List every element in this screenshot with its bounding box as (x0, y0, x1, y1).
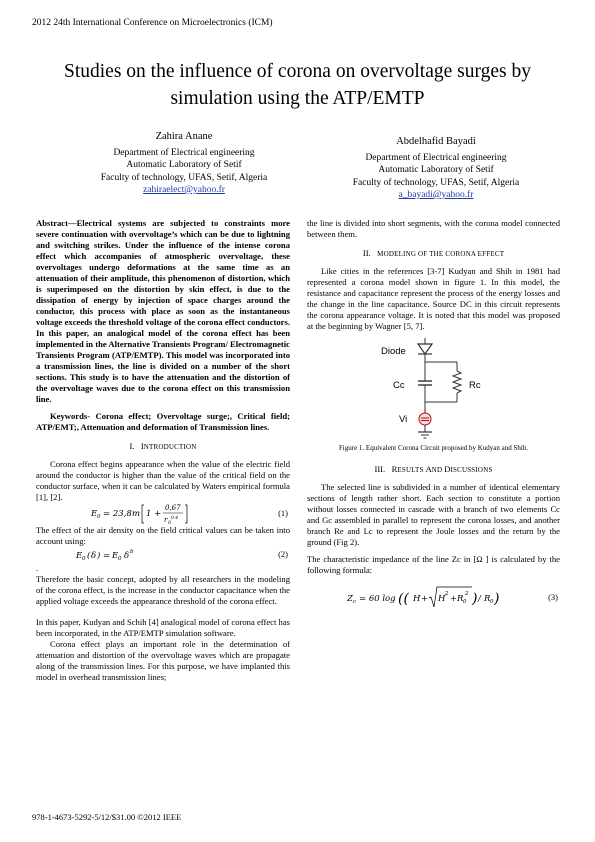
equation-3-formula (347, 584, 517, 612)
svg-text:c: c (353, 599, 357, 605)
abstract: Abstract—Electrical systems are subjected to constraints more severe continuation with overvoltage’s which can be due to lightning and switching strikes. Under the influence of the intense corona effect which accompanies of atmospheric overvoltage, these overvoltages undergo deformations at the same time as an attenuation of their amplitude, this phenomenon of distortion, which is superimposed on the distortion by skin effect, is due to the dissipation of energy by injection of space charges around the conductor, this process with place as soon as the instantaneous voltage exceeds the threshold voltage of the corona effect conductors. In this paper, an analogical model of the corona effect has been implemented in the Alternative Transients Program/ Electromagnetic Transients Program (ATP/EMTP). This model was incorporated into a transmission lines, the line is divided on a number of the short sections. This study is to have the attenuation and the distortion of the overvoltage waves due to the corona effect on this transmission line. (36, 218, 290, 404)
right-column (307, 218, 560, 612)
svg-text:H: H (438, 594, 446, 604)
body-paragraph: the line is divided into short segments, with the corona model connected between them. (307, 218, 560, 239)
svg-text:= 60 log: = 60 log (359, 594, 396, 604)
svg-text:1 +: 1 + (146, 509, 162, 519)
svg-text:0,67: 0,67 (165, 504, 181, 512)
author-email-link[interactable]: zahiraelect@yahoo.fr (143, 185, 225, 195)
copyright-footer: 978-1-4673-5292-5/12/$31.00 ©2012 IEEE (32, 812, 182, 822)
author-lab: Automatic Laboratory of Setif (126, 160, 242, 170)
source-label: Vi (399, 414, 408, 425)
author-name: Abdelhafid Bayadi (396, 136, 476, 147)
left-column (36, 218, 290, 683)
svg-text:+: + (421, 594, 429, 604)
svg-text:E: E (112, 551, 119, 561)
svg-text:(: ( (87, 551, 91, 561)
section-heading-introduction: I. INTRODUCTION (129, 441, 197, 451)
intro-paragraph: The effect of the air density on the field critical values can be taken into account using: (36, 525, 290, 546)
svg-text:0: 0 (490, 599, 494, 605)
equation-number: (2) (278, 549, 288, 559)
svg-text:E: E (91, 509, 98, 519)
svg-text:E: E (76, 551, 83, 561)
svg-text:0: 0 (118, 556, 122, 562)
svg-text:H: H (413, 594, 421, 604)
author-email-link[interactable]: a_bayadi@yahoo.fr (398, 190, 474, 200)
capacitor-label: Cc (393, 380, 405, 391)
intro-dot: . (36, 563, 39, 573)
intro-paragraph: Therefore the basic concept, adopted by all researchers in the modeling of the corona effect, is the increase in the conductor capacitance when the applied voltage exceeds the appearance threshold of the corona effect. (36, 574, 290, 606)
svg-text:0: 0 (168, 521, 171, 526)
svg-text:Z: Z (347, 594, 353, 604)
equation-3 (307, 584, 560, 612)
svg-text:2: 2 (465, 591, 469, 597)
svg-text:((: (( (398, 591, 409, 607)
intro-paragraph: Corona effect begins appearance when the value of the electric field around the conductor is higher than the value of the critical field on the conductor surface, when it can be calculated by Waters empirical formula [1], [2]. (36, 459, 290, 502)
author-block-1 (69, 131, 299, 197)
svg-text:b: b (130, 549, 134, 555)
figure-1-caption: Figure 1. Equivalent Corona Circuit proposed by Kudyan and Shih. (338, 444, 529, 452)
svg-text:0: 0 (97, 514, 101, 520)
svg-text:= 23,8: = 23,8 (103, 509, 132, 519)
author-faculty: Faculty of technology, UFAS, Setif, Algeria (352, 177, 520, 188)
svg-text:R: R (484, 594, 491, 604)
svg-text:m: m (132, 509, 141, 519)
figure-1 (307, 338, 560, 443)
keywords: Keywords- Corona effect; Overvoltage surge;, Critical field; ATP/EMT;, Attenuation and deformation of Transmission lines. (36, 411, 290, 432)
body-paragraph: The selected line is subdivided in a number of identical elementary sections of length rather short. Each section to constitute a portion without losses connected in cascade with a branch of two elements Cc and Gc assembled in parallel to represent the corona losses, and another branch Re and Lc to represent the Joule losses and the return by the ground (Fig 2). (307, 482, 560, 547)
svg-text:R: R (457, 594, 464, 604)
intro-paragraph: In this paper, Kudyan and Schih [4] analogical model of corona effect has been incorporated, in the ATP/EMTP simulation software. (36, 617, 290, 638)
diode-label: Diode (381, 346, 406, 357)
equation-2 (36, 547, 290, 563)
conference-header: 2012 24th International Conference on Microelectronics (ICM) (32, 18, 273, 28)
svg-text:2: 2 (445, 591, 449, 597)
section-heading-modeling: II. MODELING OF THE CORONA EFFECT (362, 248, 505, 258)
intro-paragraph: Corona effect plays an important role in the determination of attenuation and distortion of the overvoltage waves which are propagate along of the transmission lines. For this purpose, we have implanted this model in overhead transmission lines; (36, 639, 290, 682)
svg-text:0.4: 0.4 (171, 516, 179, 521)
svg-text:/: / (478, 594, 481, 604)
svg-text:): ) (494, 591, 500, 607)
equation-1-formula (91, 502, 291, 526)
equation-1 (36, 503, 290, 525)
author-name: Zahira Anane (155, 131, 213, 142)
resistor-label: Rc (469, 380, 481, 391)
svg-text:) =: ) = (97, 551, 111, 561)
author-block-2 (321, 136, 551, 202)
svg-text:0: 0 (82, 556, 86, 562)
author-dept: Department of Electrical engineering (365, 152, 507, 163)
author-dept: Department of Electrical engineering (113, 147, 255, 158)
svg-text:): ) (472, 591, 478, 607)
svg-text:+: + (450, 594, 458, 604)
body-paragraph: Like cities in the references [3-7] Kudyan and Shih in 1981 had represented a corona model shown in figure 1. In this model, the resistance and capacitance represent the process of the energy losses and the change in the line capacitance. Source DC in this circuit represents the corona appearance voltage. It is noted that this model was proposed at the beginning by Wagner [5, 7]. (307, 266, 560, 331)
author-faculty: Faculty of technology, UFAS, Setif, Algeria (100, 172, 268, 183)
equation-number: (3) (548, 592, 558, 602)
svg-text:r: r (164, 516, 168, 524)
author-lab: Automatic Laboratory of Setif (378, 165, 494, 175)
equation-number: (1) (278, 508, 288, 518)
paper-title: Studies on the influence of corona on overvoltage surges by simulation using the ATP/EMTP (64, 61, 531, 109)
equation-2-formula (76, 547, 216, 563)
svg-text:δ: δ (124, 551, 130, 561)
svg-text:δ: δ (91, 551, 97, 561)
svg-text:0: 0 (463, 599, 467, 605)
body-paragraph: The characteristic impedance of the line Zc in [Ω ] is calculated by the following formula: (307, 554, 560, 575)
section-heading-results: III. RESULTS AND DISCUSSIONS (374, 464, 493, 474)
